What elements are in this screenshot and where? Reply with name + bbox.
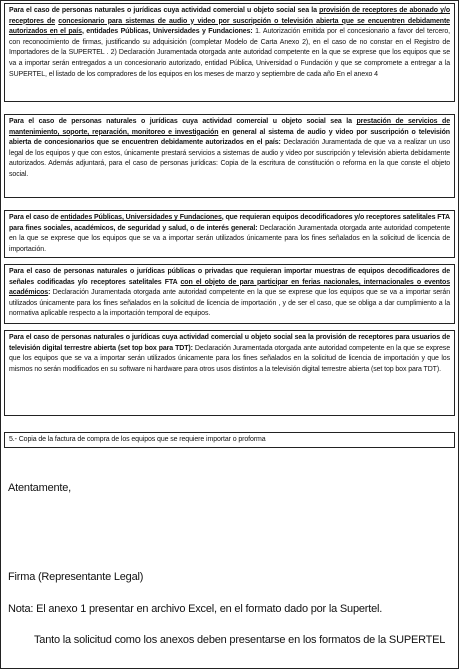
bold-text: Para el caso de personas naturales o jurídicas cuya actividad comercial u objeto social sea la bbox=[9, 7, 320, 14]
body-text: 1. Autorización emitida por el concesionario a favor del tercero, con reconocimiento de firmas, justificando su adquisición (completar Modelo de Carta Anexo 2), en el caso de no constar en el Registro de Importadores de la SUPERTEL . 2) Declaración Juramentada otorgada ante autoridad competente en la que se exprese que los equipos que se va a importar serán entregados a un concesionario autorizado, entidad Pública, Universidad o Fundación y que se compromete a entregar a la SUPERTEL, el listado de los compradores de los equipos en los meses de marzo y septiembre de cada año En el anexo 4 bbox=[9, 28, 450, 78]
requirement-box-tdt bbox=[4, 330, 455, 416]
note-text: Nota: El anexo 1 presentar en archivo Excel, en el formato dado por la Supertel. bbox=[8, 603, 383, 615]
bold-text: Para el caso de personas naturales o jurídicas cuya actividad comercial u objeto social sea la bbox=[9, 118, 357, 125]
underlined-text: concesionario para sistemas de audio y video por suscripción o televisión abierta que se encuentren debidamente autorizados en el país bbox=[9, 17, 450, 36]
signature-label: Firma (Representante Legal) bbox=[8, 571, 144, 583]
bold-text: , que requieran equipos decodificadores y/o receptores satelitales FTA para fines sociales, académicos, de seguridad y salud, o de interés general: bbox=[9, 214, 450, 232]
requirement-box-fairs bbox=[4, 264, 455, 324]
bold-text: Para el caso de bbox=[9, 214, 61, 221]
body-text: Declaración Juramentada otorgada ante autoridad competente en la que se exprese que los equipos que se va a importar serán utilizados únicamente para los fines señalados en la solicitud de licencia de importación , y de ser el caso, que se obliga a dar cumplimiento a la normativa aplicable respecto a la importación temporal de equipos. bbox=[9, 289, 450, 318]
underlined-text: entidades Públicas, Universidades y Fundaciones bbox=[60, 214, 222, 221]
requirement-box-maintenance bbox=[4, 114, 455, 198]
requirement-box-public-entities bbox=[4, 210, 455, 258]
body-text: Declaración Juramentada de que va a realizar un uso legal de los equipos y que con estos, únicamente prestará servicios a sistemas de audio y video por suscripción y televisión abierta debidamente autorizados. Además adjuntará, para el caso de personas jurídicas: Copia de la escritura de constitución o reforma en la que conste el objeto social. bbox=[9, 139, 450, 178]
bold-text: , entidades Públicas, Universidades y Fundaciones: bbox=[81, 28, 253, 36]
underlined-text: prestación de servicios de mantenimiento, soporte, reparación, monitoreo e investigación bbox=[9, 118, 451, 136]
underlined-text: con el objeto de para participar en ferias nacionales, internacionales o eventos académicos bbox=[9, 278, 450, 297]
bold-text: Para el caso de personas naturales o jurídicas públicas o privadas que requieran importar muestras de equipos decodificadores de señales codificadas y/o receptores satelitales FTA bbox=[9, 268, 450, 286]
item-5-text: 5.- Copia de la factura de compra de los equipos que se requiere importar o proforma bbox=[9, 436, 266, 443]
underlined-text: provisión de receptores de abonado y/o receptores de bbox=[9, 7, 450, 25]
body-text: Declaración Juramentada otorgada ante autoridad competente en la que se exprese que los equipos que se va a importar serán utilizados únicamente para los fines señalados en la solicitud de licencia de importación y que los mismos no serán modificados en su software ni hardware para otros usos distintos a la televisión digital terrestre abierta (set top box para TDT). bbox=[9, 344, 450, 373]
item-5-box bbox=[4, 432, 455, 448]
closing-text: Atentamente, bbox=[8, 482, 72, 494]
bold-text: : bbox=[48, 289, 51, 297]
footer-text: Tanto la solicitud como los anexos deben presentarse en los formatos de la SUPERTEL bbox=[34, 634, 446, 646]
bold-text: en general al sistema de audio y video por suscripción o televisión abierta de concesionarios que se encuentren debidamente autorizados en el país: bbox=[9, 128, 450, 147]
body-text: Declaración Juramentada otorgada ante autoridad competente en la que se exprese que los equipos que se va a importar serán utilizados únicamente para los fines señalados en la solicitud de licencia de importación. bbox=[9, 224, 451, 253]
bold-text: Para el caso de personas naturales o jurídicas cuya actividad comercial u objeto social sea la provisión de receptores para usuarios de televisión digital terrestre abierta (set top box para TDT): bbox=[9, 334, 450, 352]
requirement-box-audio-video bbox=[4, 3, 455, 102]
